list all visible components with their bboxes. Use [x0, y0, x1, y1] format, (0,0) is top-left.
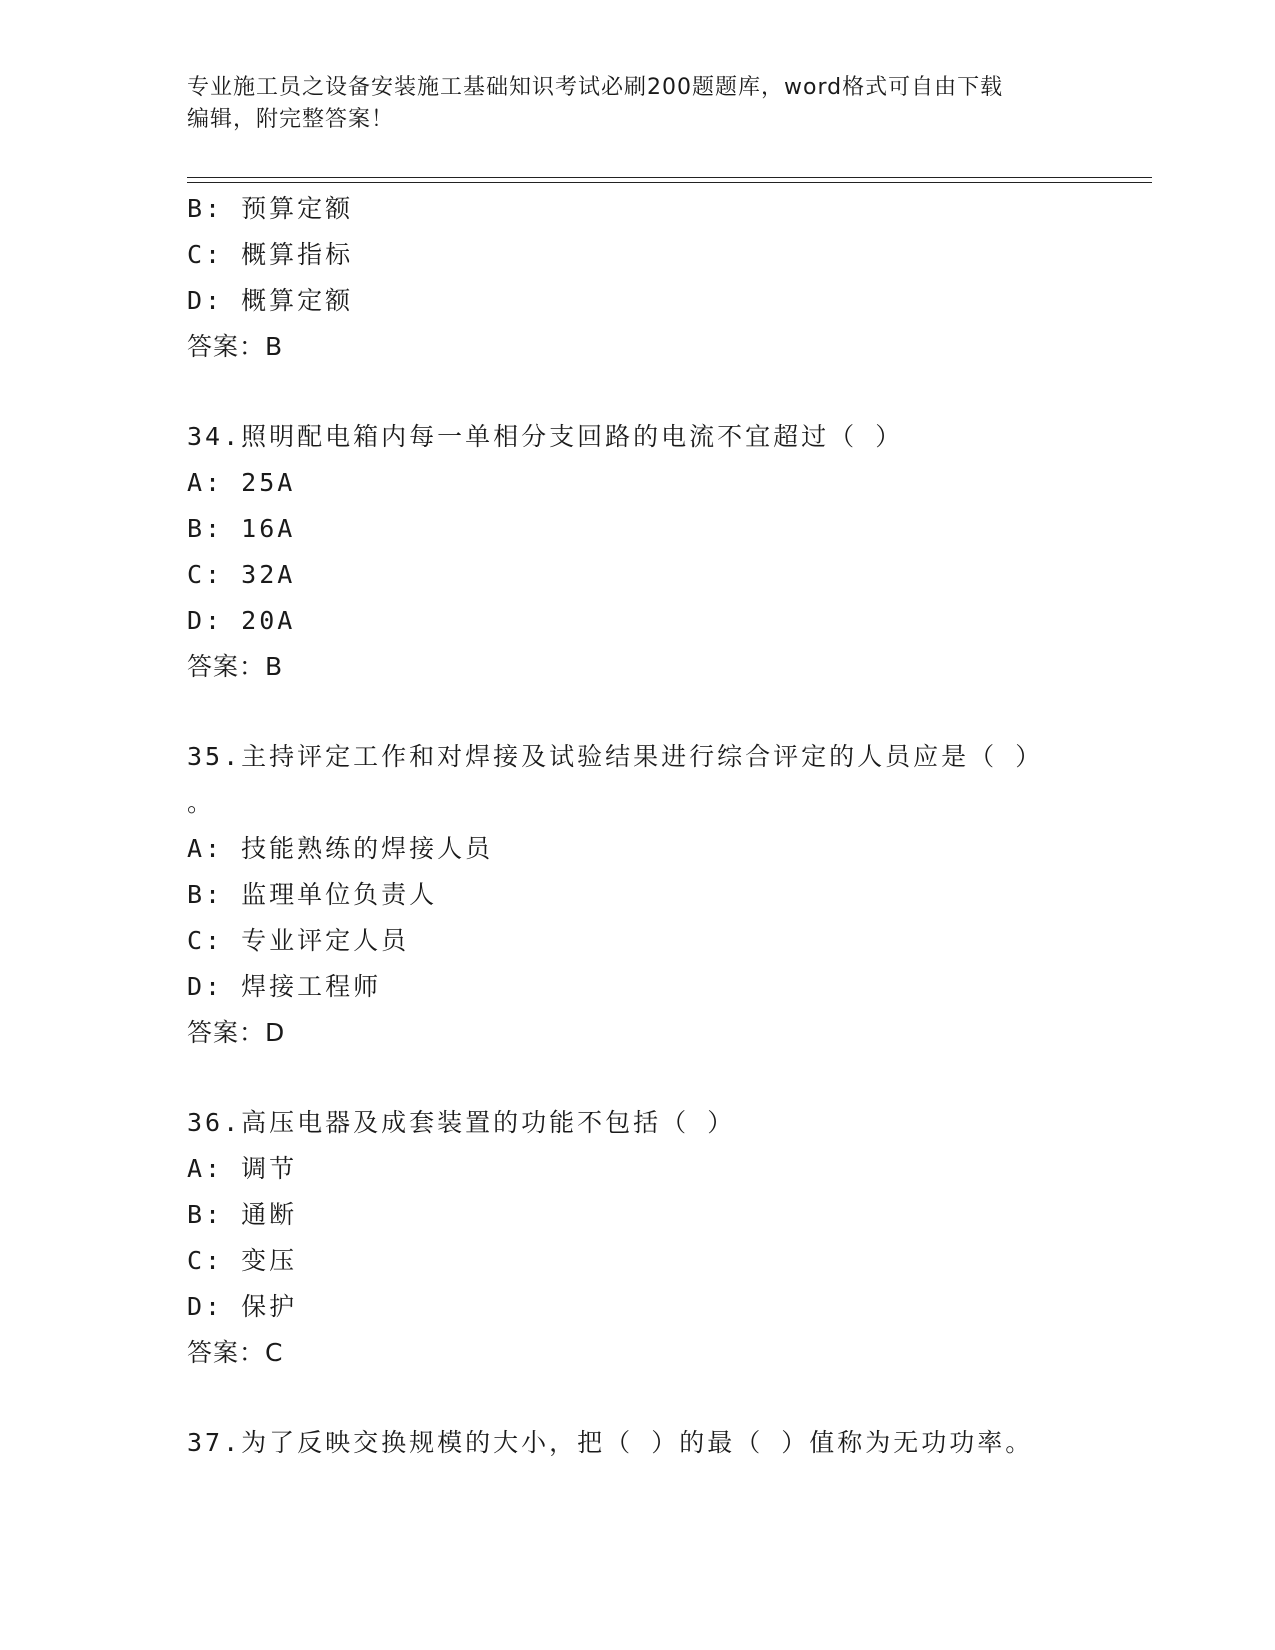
document-header — [187, 72, 1087, 136]
header-title-line-2: 编辑，附完整答案！ — [187, 107, 395, 132]
option-c: C: 专业评定人员 — [187, 926, 410, 955]
question-stem: 36.高压电器及成套装置的功能不包括（ ） — [187, 1108, 736, 1137]
question-34 — [187, 414, 1127, 690]
option-d: D: 保护 — [187, 1292, 298, 1321]
question-list — [187, 186, 1127, 1466]
question-stem: 37.为了反映交换规模的大小，把（ ）的最（ ）值称为无功功率。 — [187, 1428, 1034, 1457]
header-title-line-1: 专业施工员之设备安装施工基础知识考试必刷200题题库，word格式可自由下载 — [187, 75, 1004, 100]
option-c: C: 32A — [187, 560, 296, 589]
option-b: B: 预算定额 — [187, 194, 354, 223]
option-d: D: 焊接工程师 — [187, 972, 382, 1001]
question-33-partial — [187, 186, 1127, 370]
option-b: B: 16A — [187, 514, 296, 543]
answer-label: 答案：D — [187, 1018, 286, 1047]
option-a: A: 25A — [187, 468, 296, 497]
option-c: C: 变压 — [187, 1246, 298, 1275]
question-37 — [187, 1420, 1127, 1466]
question-stem: 34.照明配电箱内每一单相分支回路的电流不宜超过（ ） — [187, 422, 904, 451]
option-d: D: 概算定额 — [187, 286, 354, 315]
option-c: C: 概算指标 — [187, 240, 354, 269]
header-divider-bottom — [187, 182, 1152, 183]
question-35 — [187, 734, 1127, 1056]
question-36 — [187, 1100, 1127, 1376]
option-b: B: 监理单位负责人 — [187, 880, 438, 909]
option-a: A: 技能熟练的焊接人员 — [187, 834, 494, 863]
answer-label: 答案：C — [187, 1338, 284, 1367]
header-divider-top — [187, 177, 1152, 178]
answer-label: 答案：B — [187, 332, 284, 361]
option-d: D: 20A — [187, 606, 296, 635]
option-b: B: 通断 — [187, 1200, 298, 1229]
question-stem: 35.主持评定工作和对焊接及试验结果进行综合评定的人员应是（ ） — [187, 742, 1044, 771]
option-a: A: 调节 — [187, 1154, 298, 1183]
question-stem-continuation: 。 — [187, 788, 213, 817]
answer-label: 答案：B — [187, 652, 284, 681]
